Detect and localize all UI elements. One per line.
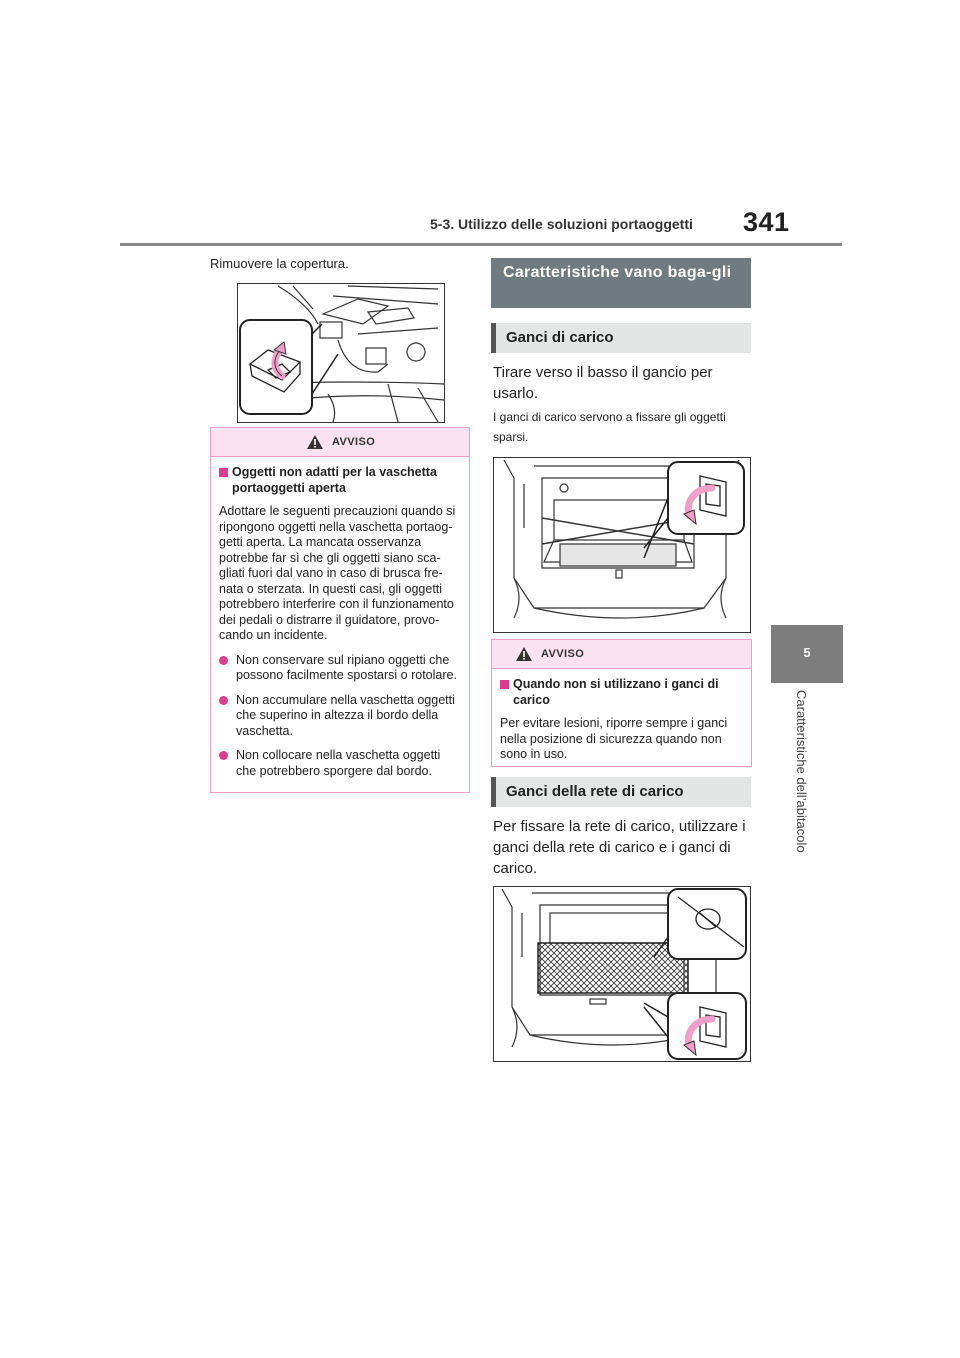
warning-bullet-text: Non collocare nella vaschetta oggetti che potrebbero sporgere dal bordo. xyxy=(236,748,441,778)
storage-tray-illustration xyxy=(237,283,445,423)
square-bullet-icon xyxy=(219,468,228,477)
section-banner-title: Caratteristiche vano baga-gli xyxy=(503,264,732,281)
net-hooks-instruction: Per fissare la rete di carico, utilizzare i ganci della rete di carico e i ganci di carico. xyxy=(493,818,746,877)
pull-hook-instruction: Tirare verso il basso il gancio per usarlo. xyxy=(493,364,713,402)
warning-box xyxy=(491,639,752,767)
chapter-label: Caratteristiche dell’abitacolo xyxy=(794,690,809,853)
section-title: 5-3. Utilizzo delle soluzioni portaoggetti xyxy=(430,216,693,232)
cargo-net-drawing xyxy=(494,887,750,1061)
warning-header xyxy=(211,428,469,457)
warning-item-title-text: Oggetti non adatti per la vaschetta portaoggetti aperta xyxy=(232,465,437,495)
warning-item-title xyxy=(219,465,462,496)
cargo-hooks-illustration xyxy=(493,457,751,633)
page-number: 341 xyxy=(743,207,790,237)
warning-header xyxy=(492,640,751,669)
warning-bullet-text: Non accumulare nella vaschetta oggetti che superino in altezza il bordo della vaschetta. xyxy=(236,692,455,738)
header-rule xyxy=(120,243,842,246)
subheading-text: Ganci di carico xyxy=(506,329,614,346)
warning-title: AVVISO xyxy=(332,436,376,448)
warning-bullet xyxy=(219,653,462,684)
warning-triangle-icon xyxy=(306,434,324,455)
warning-triangle-icon xyxy=(515,646,533,667)
square-bullet-icon xyxy=(500,680,509,689)
warning-item-title-text: Quando non si utilizzano i ganci di carico xyxy=(513,677,719,707)
subheading-text: Ganci della rete di carico xyxy=(506,783,684,800)
warning-item-title xyxy=(500,677,744,708)
warning-title: AVVISO xyxy=(541,648,585,660)
warning-bullet xyxy=(219,748,462,779)
round-bullet-icon xyxy=(219,751,228,760)
round-bullet-icon xyxy=(219,696,228,705)
warning-paragraph: Per evitare lesioni, riporre sempre i ganci nella posizione di sicurezza quando non sono in uso. xyxy=(500,716,728,761)
subheading-cargo-hooks xyxy=(491,323,751,353)
chapter-number: 5 xyxy=(803,645,811,660)
warning-paragraph: Adottare le seguenti precauzioni quando si ripongono oggetti nella vaschetta portaog-getti aperta. La mancata osservanza potrebbe far sì che gli oggetti siano sca-gliati fuori dal vano in caso di brusca fre-nata o sterzata. In questi casi, gli oggetti potrebbero interferire con il funzionamento dei pedali o distrarre il guidatore, provo-cando un incidente. xyxy=(219,504,456,642)
chapter-tab[interactable] xyxy=(771,625,843,683)
warning-bullet xyxy=(219,693,462,740)
cargo-net-illustration xyxy=(493,886,751,1062)
subheading-net-hooks xyxy=(491,777,751,807)
section-banner xyxy=(491,258,751,308)
hooks-note: I ganci di carico servono a fissare gli oggetti sparsi. xyxy=(493,410,726,444)
storage-tray-drawing xyxy=(238,284,444,422)
remove-cover-instruction: Rimuovere la copertura. xyxy=(210,256,349,271)
round-bullet-icon xyxy=(219,656,228,665)
warning-bullet-text: Non conservare sul ripiano oggetti che possono facilmente spostarsi o rotolare. xyxy=(236,652,457,682)
cargo-area-drawing xyxy=(494,458,750,632)
warning-box xyxy=(210,427,470,793)
